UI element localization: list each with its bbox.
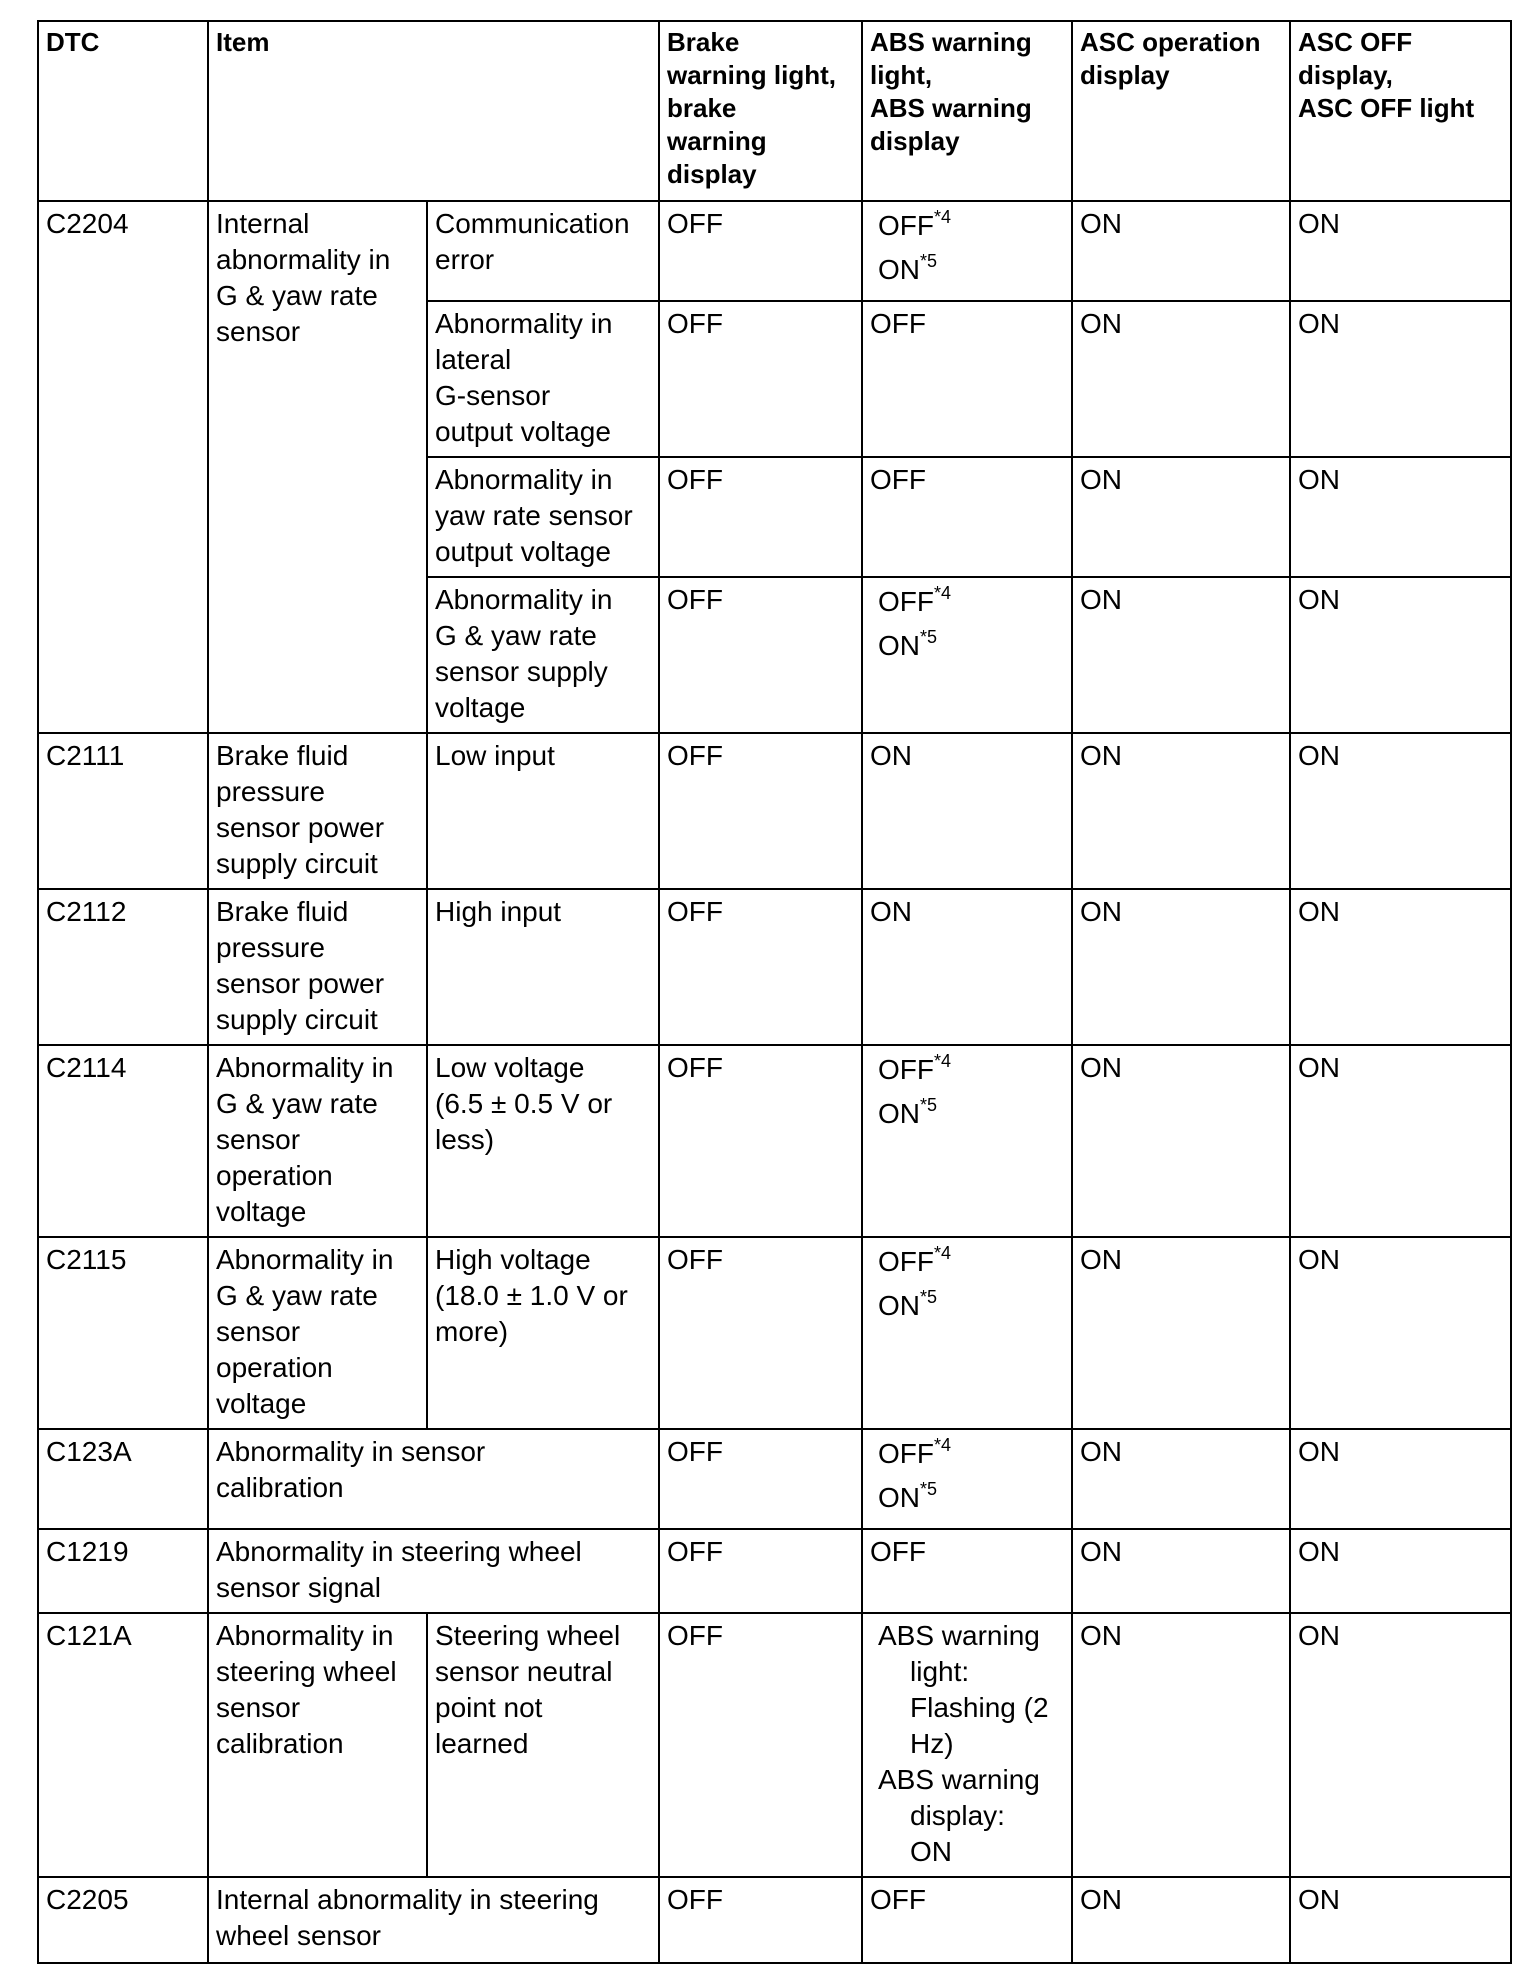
table-row	[38, 1429, 1511, 1529]
item-line: operation	[216, 1160, 333, 1191]
detail-cell	[427, 301, 659, 457]
abs-status	[862, 1237, 1072, 1429]
detail-cell	[427, 201, 659, 301]
abs-status: OFF	[862, 1529, 1072, 1613]
abs-on-line	[870, 1092, 1064, 1136]
asc-operation-status: ON	[1072, 1529, 1290, 1613]
abs-status	[862, 1613, 1072, 1877]
detail-line: lateral	[435, 344, 512, 375]
item-line: supply circuit	[216, 848, 378, 879]
header-line: display	[1080, 60, 1170, 90]
footnote-ref: *5	[920, 251, 938, 271]
abs-display-line: ON	[910, 1836, 952, 1867]
table-row	[38, 1529, 1511, 1613]
detail-cell	[427, 1237, 659, 1429]
item-line: steering wheel	[216, 1656, 397, 1687]
abs-off-text: OFF	[878, 1246, 934, 1277]
dtc-code: C123A	[38, 1429, 208, 1529]
item-cell	[208, 889, 427, 1045]
item-line: Abnormality in sensor	[216, 1436, 486, 1467]
detail-line: Communication	[435, 208, 630, 239]
item-line: G & yaw rate	[216, 1280, 378, 1311]
header-item: Item	[208, 21, 659, 201]
detail-line: High voltage	[435, 1244, 591, 1275]
detail-line: G & yaw rate	[435, 620, 597, 651]
dtc-code: C2114	[38, 1045, 208, 1237]
header-line: ASC operation	[1080, 27, 1261, 57]
abs-on-line	[870, 624, 1064, 668]
dtc-code: C2115	[38, 1237, 208, 1429]
abs-off-line	[870, 1432, 1064, 1476]
item-line: sensor	[216, 1316, 301, 1347]
header-brake-warning	[659, 21, 862, 201]
detail-line: Steering wheel	[435, 1620, 621, 1651]
abs-on-text: ON	[878, 1482, 920, 1513]
detail-line: High input	[435, 896, 562, 927]
asc-operation-status: ON	[1072, 1877, 1290, 1963]
asc-off-status: ON	[1290, 201, 1511, 301]
table-row	[38, 1237, 1511, 1429]
dtc-table	[37, 20, 1512, 1964]
asc-off-status: ON	[1290, 1045, 1511, 1237]
detail-line: (6.5 ± 0.5 V or	[435, 1088, 613, 1119]
item-line: pressure	[216, 776, 325, 807]
header-row	[38, 21, 1511, 201]
header-asc-off	[1290, 21, 1511, 201]
detail-line: Abnormality in	[435, 464, 613, 495]
abs-status: OFF	[862, 301, 1072, 457]
header-line: ASC OFF light	[1298, 93, 1475, 123]
abs-on-text: ON	[878, 630, 920, 661]
abs-off-line	[870, 580, 1064, 624]
header-line: brake	[667, 93, 737, 123]
dtc-code: C121A	[38, 1613, 208, 1877]
abs-status	[862, 201, 1072, 301]
detail-line: sensor neutral	[435, 1656, 613, 1687]
detail-line: less)	[435, 1124, 495, 1155]
brake-status: OFF	[659, 201, 862, 301]
dtc-code: C1219	[38, 1529, 208, 1613]
footnote-ref: *5	[920, 1287, 938, 1307]
item-line: sensor signal	[216, 1572, 381, 1603]
detail-cell	[427, 889, 659, 1045]
asc-operation-status: ON	[1072, 1429, 1290, 1529]
item-line: operation	[216, 1352, 333, 1383]
item-cell	[208, 1429, 659, 1529]
footnote-ref: *4	[934, 1435, 952, 1455]
item-line: sensor	[216, 1124, 301, 1155]
item-line: pressure	[216, 932, 325, 963]
asc-off-status: ON	[1290, 1237, 1511, 1429]
detail-line: more)	[435, 1316, 509, 1347]
item-cell	[208, 1613, 427, 1877]
item-cell	[208, 1529, 659, 1613]
detail-line: learned	[435, 1728, 529, 1759]
asc-off-status: ON	[1290, 301, 1511, 457]
dtc-code: C2204	[38, 201, 208, 733]
header-abs-warning	[862, 21, 1072, 201]
abs-status	[862, 1429, 1072, 1529]
header-line: display,	[1298, 60, 1393, 90]
item-line: supply circuit	[216, 1004, 378, 1035]
item-line: Abnormality in	[216, 1052, 394, 1083]
detail-line: Abnormality in	[435, 584, 613, 615]
asc-off-status: ON	[1290, 1613, 1511, 1877]
item-line: Abnormality in	[216, 1620, 394, 1651]
item-cell	[208, 1045, 427, 1237]
abs-light-line: light:	[910, 1656, 970, 1687]
abs-status	[862, 577, 1072, 733]
header-line: Brake	[667, 27, 740, 57]
item-line: voltage	[216, 1196, 307, 1227]
item-line: G & yaw rate	[216, 1088, 378, 1119]
item-cell	[208, 733, 427, 889]
brake-status: OFF	[659, 889, 862, 1045]
footnote-ref: *5	[920, 1479, 938, 1499]
detail-line: Low input	[435, 740, 555, 771]
item-line: Internal abnormality in steering	[216, 1884, 599, 1915]
detail-line: sensor supply	[435, 656, 608, 687]
asc-operation-status: ON	[1072, 577, 1290, 733]
asc-off-status: ON	[1290, 889, 1511, 1045]
detail-cell	[427, 457, 659, 577]
header-asc-operation	[1072, 21, 1290, 201]
detail-line: output voltage	[435, 416, 611, 447]
brake-status: OFF	[659, 1045, 862, 1237]
abs-on-line	[870, 1476, 1064, 1520]
dtc-code: C2112	[38, 889, 208, 1045]
abs-off-line	[870, 1048, 1064, 1092]
asc-off-status: ON	[1290, 1429, 1511, 1529]
brake-status: OFF	[659, 1429, 862, 1529]
asc-operation-status: ON	[1072, 1613, 1290, 1877]
abs-status: ON	[862, 889, 1072, 1045]
item-cell	[208, 201, 427, 733]
brake-status: OFF	[659, 577, 862, 733]
abs-off-text: OFF	[878, 210, 934, 241]
abs-off-line	[870, 204, 1064, 248]
detail-line: output voltage	[435, 536, 611, 567]
detail-cell	[427, 733, 659, 889]
table-row	[38, 201, 1511, 301]
abs-off-line	[870, 1240, 1064, 1284]
header-line: display	[870, 126, 960, 156]
header-line: ASC OFF	[1298, 27, 1413, 57]
abs-on-text: ON	[878, 1098, 920, 1129]
dtc-code: C2205	[38, 1877, 208, 1963]
header-line: ABS warning	[870, 27, 1032, 57]
abs-light-line: Hz)	[910, 1728, 954, 1759]
item-line: wheel sensor	[216, 1920, 381, 1951]
header-dtc: DTC	[38, 21, 208, 201]
item-line: calibration	[216, 1472, 344, 1503]
asc-off-status: ON	[1290, 733, 1511, 889]
brake-status: OFF	[659, 457, 862, 577]
header-line: light,	[870, 60, 933, 90]
abs-on-text: ON	[878, 1290, 920, 1321]
asc-operation-status: ON	[1072, 733, 1290, 889]
detail-line: error	[435, 244, 495, 275]
footnote-ref: *5	[920, 627, 938, 647]
brake-status: OFF	[659, 1529, 862, 1613]
asc-operation-status: ON	[1072, 457, 1290, 577]
detail-line: (18.0 ± 1.0 V or	[435, 1280, 628, 1311]
abs-light-line: ABS warning	[878, 1620, 1040, 1651]
abs-on-line	[870, 248, 1064, 292]
item-line: sensor power	[216, 968, 385, 999]
detail-cell	[427, 1613, 659, 1877]
item-line: Abnormality in	[216, 1244, 394, 1275]
asc-operation-status: ON	[1072, 1045, 1290, 1237]
abs-off-text: OFF	[878, 586, 934, 617]
footnote-ref: *5	[920, 1095, 938, 1115]
item-line: Abnormality in steering wheel	[216, 1536, 582, 1567]
item-line: Brake fluid	[216, 896, 349, 927]
asc-off-status: ON	[1290, 577, 1511, 733]
detail-cell	[427, 1045, 659, 1237]
item-cell	[208, 1877, 659, 1963]
detail-line: Abnormality in	[435, 308, 613, 339]
footnote-ref: *4	[934, 1243, 952, 1263]
abs-display-line: display:	[910, 1800, 1005, 1831]
footnote-ref: *4	[934, 1051, 952, 1071]
item-line: sensor power	[216, 812, 385, 843]
item-line: calibration	[216, 1728, 344, 1759]
detail-line: Low voltage	[435, 1052, 585, 1083]
table-row	[38, 1045, 1511, 1237]
item-line: sensor	[216, 316, 301, 347]
abs-status	[862, 1045, 1072, 1237]
asc-off-status: ON	[1290, 1529, 1511, 1613]
table-row	[38, 1877, 1511, 1963]
dtc-table-page	[37, 20, 1510, 1964]
asc-operation-status: ON	[1072, 889, 1290, 1045]
item-line: voltage	[216, 1388, 307, 1419]
item-line: Internal	[216, 208, 310, 239]
header-line: warning light,	[667, 60, 836, 90]
item-line: abnormality in	[216, 244, 391, 275]
detail-cell	[427, 577, 659, 733]
abs-status: OFF	[862, 457, 1072, 577]
abs-on-text: ON	[878, 254, 920, 285]
asc-operation-status: ON	[1072, 301, 1290, 457]
detail-line: yaw rate sensor	[435, 500, 633, 531]
abs-off-text: OFF	[878, 1438, 934, 1469]
dtc-code: C2111	[38, 733, 208, 889]
abs-status: ON	[862, 733, 1072, 889]
abs-display-line: ABS warning	[878, 1764, 1040, 1795]
footnote-ref: *4	[934, 207, 952, 227]
asc-operation-status: ON	[1072, 1237, 1290, 1429]
footnote-ref: *4	[934, 583, 952, 603]
brake-status: OFF	[659, 1613, 862, 1877]
item-cell	[208, 1237, 427, 1429]
header-line: ABS warning	[870, 93, 1032, 123]
asc-off-status: ON	[1290, 457, 1511, 577]
brake-status: OFF	[659, 301, 862, 457]
abs-light-line: Flashing (2	[910, 1692, 1049, 1723]
abs-status: OFF	[862, 1877, 1072, 1963]
item-line: Brake fluid	[216, 740, 349, 771]
brake-status: OFF	[659, 1877, 862, 1963]
detail-line: point not	[435, 1692, 543, 1723]
table-row	[38, 1613, 1511, 1877]
detail-line: G-sensor	[435, 380, 551, 411]
asc-operation-status: ON	[1072, 201, 1290, 301]
item-line: G & yaw rate	[216, 280, 378, 311]
brake-status: OFF	[659, 733, 862, 889]
abs-on-line	[870, 1284, 1064, 1328]
detail-line: voltage	[435, 692, 526, 723]
header-line: warning	[667, 126, 767, 156]
table-row	[38, 889, 1511, 1045]
asc-off-status: ON	[1290, 1877, 1511, 1963]
header-line: display	[667, 159, 757, 189]
abs-off-text: OFF	[878, 1054, 934, 1085]
item-line: sensor	[216, 1692, 301, 1723]
brake-status: OFF	[659, 1237, 862, 1429]
table-row	[38, 733, 1511, 889]
